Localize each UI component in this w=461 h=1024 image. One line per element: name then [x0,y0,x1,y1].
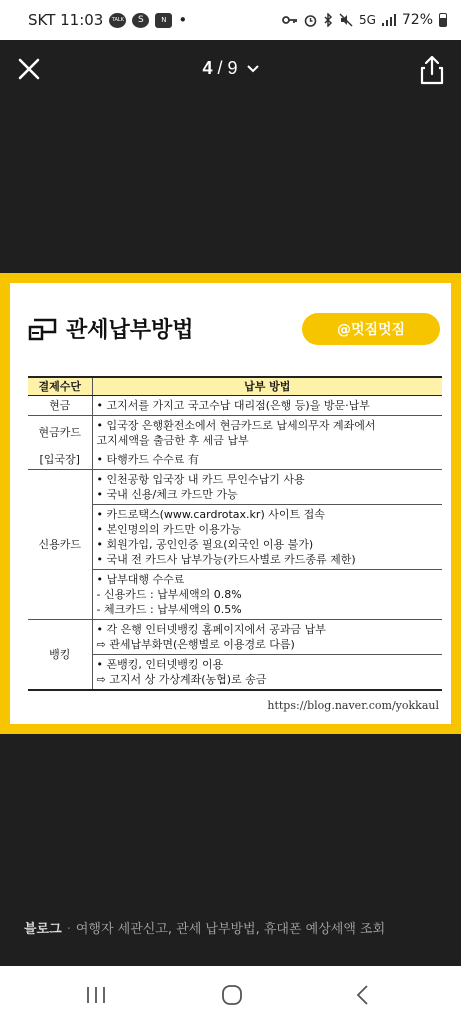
detail-line: - 체크카드 : 납부세액의 0.5% [96,602,242,616]
signal-icon [382,14,396,26]
table-row [28,415,442,450]
detail-line: • 고지서를 가지고 국고수납 대리점(은행 등)을 방문·납부 [96,398,370,412]
table-row [28,619,442,654]
carrier-time: SKT 11:03 [28,11,104,29]
home-icon[interactable] [218,982,246,1008]
row-detail [92,469,442,504]
detail-line: • 본인명의의 카드만 이용가능 [96,522,241,536]
detail-line: ⇨ 고지서 상 가상계좌(농협)로 송금 [96,672,267,686]
header-payment: 납부 방법 [92,377,442,395]
row-method: [입국장] [28,450,92,470]
payment-table [28,376,442,691]
detail-line: • 폰뱅킹, 인터넷뱅킹 이용 [96,657,224,671]
total-count: 9 [227,58,238,78]
detail-line: • 입국장 은행환전소에서 현금카드로 납세의무자 계좌에서 [96,418,376,432]
blog-url: https://blog.naver.com/yokkaul [267,699,439,712]
row-detail [92,654,442,690]
caption-separator: · [66,922,71,937]
row-detail [92,569,442,619]
detail-line: 고지세액을 출금한 후 세금 납부 [96,433,249,447]
card-title-text: 관세납부방법 [66,318,194,343]
row-detail [92,450,442,470]
share-icon[interactable] [417,54,447,86]
image-frame[interactable] [0,273,461,734]
row-detail [92,415,442,450]
brand-badge: @멋짐멋짐 [302,313,440,345]
current-index: 4 [202,58,213,78]
detail-line: • 인천공항 입국장 내 카드 무인수납기 사용 [96,472,305,486]
detail-line: • 카드로택스(www.cardrotax.kr) 사이트 접속 [96,507,325,521]
row-method: 신용카드 [28,469,92,619]
kakaotalk-icon [109,13,126,28]
table-row [28,395,442,415]
row-method: 현금카드 [28,415,92,450]
detail-line: • 회원가입, 공인인증 필요(외국인 이용 불가) [96,537,314,551]
notification-dot: • [178,11,188,29]
back-icon[interactable] [350,982,378,1008]
detail-line: ⇨ 관세납부화면(은행별로 이용경로 다름) [96,637,295,651]
recent-apps-icon[interactable] [82,982,110,1008]
battery-icon [439,13,447,27]
viewer-toolbar [0,40,461,100]
s-app-icon: S [132,13,149,28]
payment-terminal-icon [28,317,58,341]
image-card [10,283,451,724]
detail-line: - 신용카드 : 납부세액의 0.8% [96,587,242,601]
detail-line: • 납부대행 수수료 [96,572,185,586]
table-header [28,377,442,395]
talk-news-icon: N [155,13,172,28]
system-nav-bar [0,966,461,1024]
network-type: 5G [358,13,376,27]
mute-icon [339,13,353,27]
row-method: 뱅킹 [28,619,92,690]
counter-separator: / [217,58,223,78]
table-row [28,450,442,470]
caption-text: 여행자 세관신고, 관세 납부방법, 휴대폰 예상세액 조회 [75,922,386,937]
row-detail [92,619,442,654]
bluetooth-icon [323,13,333,27]
row-detail [92,504,442,569]
image-counter[interactable] [0,58,461,79]
battery-percent: 72% [401,12,433,28]
alarm-icon [304,14,317,27]
detail-line: • 국내 신용/체크 카드만 가능 [96,487,238,501]
row-detail [92,395,442,415]
detail-line: • 각 은행 인터넷뱅킹 홈페이지에서 공과금 납부 [96,622,326,636]
detail-line: • 국내 전 카드사 납부가능(카드사별로 카드종류 제한) [96,552,356,566]
chevron-down-icon [247,64,259,74]
card-title [28,313,194,344]
caption-source: 블로그 [24,922,62,937]
talk-badge: TALK [111,17,124,23]
header-method: 결제수단 [28,377,92,395]
key-icon [282,15,298,25]
image-caption[interactable] [24,918,385,937]
detail-line: • 타행카드 수수료 有 [96,452,199,466]
row-method: 현금 [28,395,92,415]
status-bar [0,0,461,40]
table-row [28,469,442,504]
